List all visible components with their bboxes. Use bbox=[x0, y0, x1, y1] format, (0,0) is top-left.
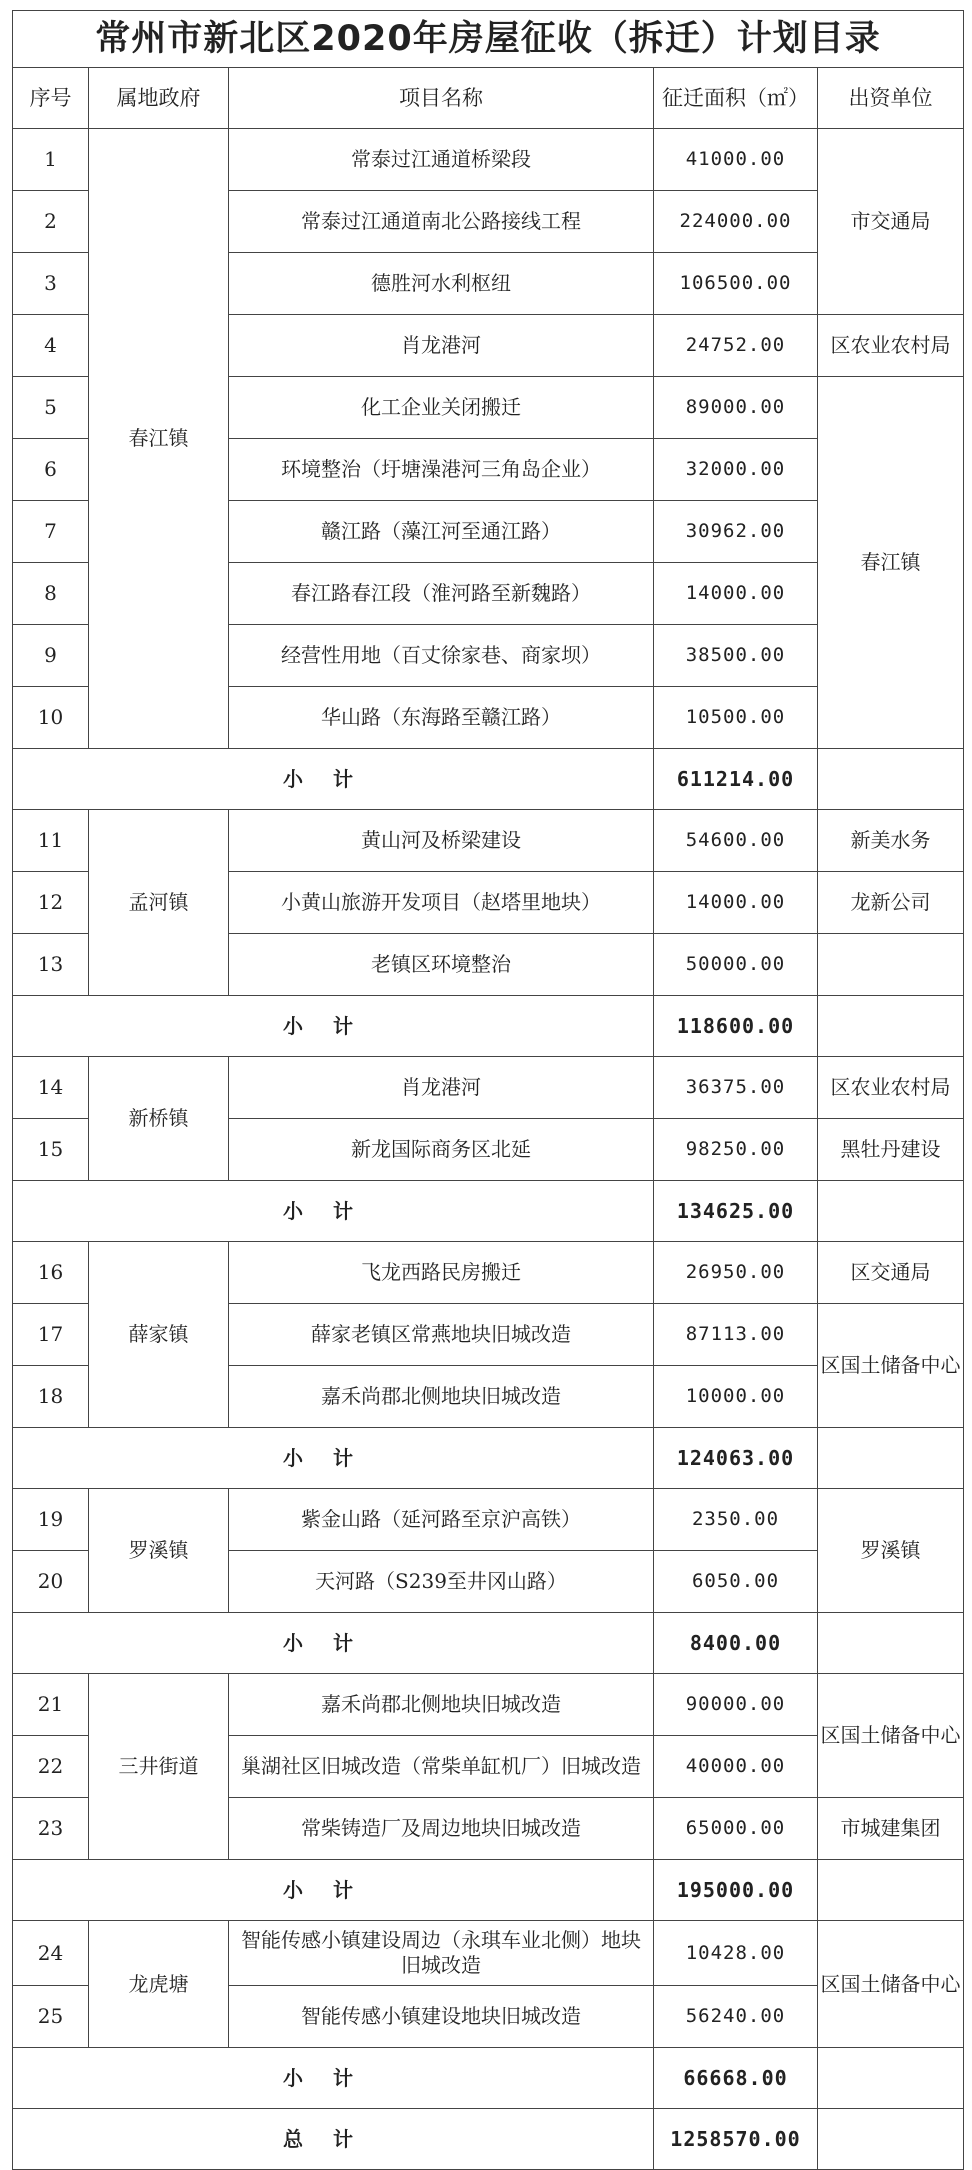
project-name: 智能传感小镇建设周边（永琪车业北侧）地块旧城改造 bbox=[229, 1921, 654, 1986]
area-value: 36375.00 bbox=[654, 1057, 818, 1119]
subtotal-label: 小计 bbox=[13, 1860, 654, 1921]
empty-cell bbox=[818, 1181, 964, 1242]
table-row bbox=[13, 129, 964, 191]
area-value: 56240.00 bbox=[654, 1986, 818, 2048]
subtotal-row bbox=[13, 2048, 964, 2109]
empty-cell bbox=[818, 934, 964, 996]
gov-cell: 龙虎塘 bbox=[89, 1921, 229, 2048]
row-no: 19 bbox=[13, 1489, 89, 1551]
empty-cell bbox=[818, 2048, 964, 2109]
row-no: 20 bbox=[13, 1551, 89, 1613]
area-value: 32000.00 bbox=[654, 439, 818, 501]
area-value: 54600.00 bbox=[654, 810, 818, 872]
empty-cell bbox=[818, 1860, 964, 1921]
header-no: 序号 bbox=[13, 68, 89, 129]
subtotal-value: 134625.00 bbox=[654, 1181, 818, 1242]
total-value: 1258570.00 bbox=[654, 2109, 818, 2170]
subtotal-row bbox=[13, 1428, 964, 1489]
header-funder: 出资单位 bbox=[818, 68, 964, 129]
project-name: 嘉禾尚郡北侧地块旧城改造 bbox=[229, 1674, 654, 1736]
gov-cell: 三井街道 bbox=[89, 1674, 229, 1860]
subtotal-value: 66668.00 bbox=[654, 2048, 818, 2109]
gov-cell: 孟河镇 bbox=[89, 810, 229, 996]
table-row bbox=[13, 1674, 964, 1736]
area-value: 89000.00 bbox=[654, 377, 818, 439]
project-name: 赣江路（藻江河至通江路） bbox=[229, 501, 654, 563]
row-no: 21 bbox=[13, 1674, 89, 1736]
header-row bbox=[13, 68, 964, 129]
header-project: 项目名称 bbox=[229, 68, 654, 129]
project-name: 肖龙港河 bbox=[229, 315, 654, 377]
project-name: 新龙国际商务区北延 bbox=[229, 1119, 654, 1181]
table-row bbox=[13, 1057, 964, 1119]
gov-cell: 新桥镇 bbox=[89, 1057, 229, 1181]
project-name: 飞龙西路民房搬迁 bbox=[229, 1242, 654, 1304]
row-no: 6 bbox=[13, 439, 89, 501]
subtotal-label: 小计 bbox=[13, 1613, 654, 1674]
funder-cell: 区农业农村局 bbox=[818, 315, 964, 377]
row-no: 24 bbox=[13, 1921, 89, 1986]
funder-cell: 区国土储备中心 bbox=[818, 1921, 964, 2048]
row-no: 12 bbox=[13, 872, 89, 934]
plan-table-sheet bbox=[12, 10, 963, 2158]
area-value: 10500.00 bbox=[654, 687, 818, 749]
funder-cell: 罗溪镇 bbox=[818, 1489, 964, 1613]
funder-cell: 新美水务 bbox=[818, 810, 964, 872]
project-name: 智能传感小镇建设地块旧城改造 bbox=[229, 1986, 654, 2048]
area-value: 14000.00 bbox=[654, 872, 818, 934]
total-row bbox=[13, 2109, 964, 2170]
area-value: 90000.00 bbox=[654, 1674, 818, 1736]
empty-cell bbox=[818, 749, 964, 810]
empty-cell bbox=[818, 1613, 964, 1674]
subtotal-value: 8400.00 bbox=[654, 1613, 818, 1674]
area-value: 41000.00 bbox=[654, 129, 818, 191]
area-value: 224000.00 bbox=[654, 191, 818, 253]
project-name: 巢湖社区旧城改造（常柴单缸机厂）旧城改造 bbox=[229, 1736, 654, 1798]
row-no: 11 bbox=[13, 810, 89, 872]
subtotal-value: 195000.00 bbox=[654, 1860, 818, 1921]
subtotal-value: 124063.00 bbox=[654, 1428, 818, 1489]
table-row bbox=[13, 1242, 964, 1304]
header-gov: 属地政府 bbox=[89, 68, 229, 129]
gov-cell: 薛家镇 bbox=[89, 1242, 229, 1428]
subtotal-row bbox=[13, 1860, 964, 1921]
area-value: 38500.00 bbox=[654, 625, 818, 687]
project-name: 薛家老镇区常燕地块旧城改造 bbox=[229, 1304, 654, 1366]
row-no: 13 bbox=[13, 934, 89, 996]
project-name: 常柴铸造厂及周边地块旧城改造 bbox=[229, 1798, 654, 1860]
header-area: 征迁面积（㎡） bbox=[654, 68, 818, 129]
project-name: 德胜河水利枢纽 bbox=[229, 253, 654, 315]
funder-cell: 春江镇 bbox=[818, 377, 964, 749]
row-no: 16 bbox=[13, 1242, 89, 1304]
total-label: 总计 bbox=[13, 2109, 654, 2170]
area-value: 2350.00 bbox=[654, 1489, 818, 1551]
area-value: 98250.00 bbox=[654, 1119, 818, 1181]
area-value: 50000.00 bbox=[654, 934, 818, 996]
subtotal-label: 小计 bbox=[13, 749, 654, 810]
row-no: 15 bbox=[13, 1119, 89, 1181]
area-value: 40000.00 bbox=[654, 1736, 818, 1798]
funder-cell: 黑牡丹建设 bbox=[818, 1119, 964, 1181]
project-name: 肖龙港河 bbox=[229, 1057, 654, 1119]
project-name: 紫金山路（延河路至京沪高铁） bbox=[229, 1489, 654, 1551]
area-value: 6050.00 bbox=[654, 1551, 818, 1613]
area-value: 26950.00 bbox=[654, 1242, 818, 1304]
empty-cell bbox=[818, 1428, 964, 1489]
subtotal-row bbox=[13, 1181, 964, 1242]
row-no: 7 bbox=[13, 501, 89, 563]
empty-cell bbox=[818, 996, 964, 1057]
funder-cell: 区国土储备中心 bbox=[818, 1674, 964, 1798]
project-name: 经营性用地（百丈徐家巷、商家坝） bbox=[229, 625, 654, 687]
project-name: 天河路（S239至井冈山路） bbox=[229, 1551, 654, 1613]
empty-cell bbox=[818, 2109, 964, 2170]
area-value: 10000.00 bbox=[654, 1366, 818, 1428]
area-value: 30962.00 bbox=[654, 501, 818, 563]
row-no: 8 bbox=[13, 563, 89, 625]
row-no: 23 bbox=[13, 1798, 89, 1860]
subtotal-label: 小计 bbox=[13, 2048, 654, 2109]
row-no: 3 bbox=[13, 253, 89, 315]
project-name: 春江路春江段（淮河路至新魏路） bbox=[229, 563, 654, 625]
row-no: 4 bbox=[13, 315, 89, 377]
funder-cell: 区国土储备中心 bbox=[818, 1304, 964, 1428]
table-row bbox=[13, 810, 964, 872]
project-name: 嘉禾尚郡北侧地块旧城改造 bbox=[229, 1366, 654, 1428]
table-row bbox=[13, 1921, 964, 1986]
gov-cell: 罗溪镇 bbox=[89, 1489, 229, 1613]
table-title: 常州市新北区2020年房屋征收（拆迁）计划目录 bbox=[13, 11, 964, 68]
funder-cell: 市交通局 bbox=[818, 129, 964, 315]
funder-cell: 区交通局 bbox=[818, 1242, 964, 1304]
subtotal-row bbox=[13, 749, 964, 810]
funder-cell: 市城建集团 bbox=[818, 1798, 964, 1860]
row-no: 18 bbox=[13, 1366, 89, 1428]
row-no: 5 bbox=[13, 377, 89, 439]
area-value: 10428.00 bbox=[654, 1921, 818, 1986]
row-no: 10 bbox=[13, 687, 89, 749]
funder-cell: 龙新公司 bbox=[818, 872, 964, 934]
gov-cell: 春江镇 bbox=[89, 129, 229, 749]
row-no: 9 bbox=[13, 625, 89, 687]
project-name: 常泰过江通道桥梁段 bbox=[229, 129, 654, 191]
project-name: 小黄山旅游开发项目（赵塔里地块） bbox=[229, 872, 654, 934]
subtotal-row bbox=[13, 1613, 964, 1674]
project-name: 黄山河及桥梁建设 bbox=[229, 810, 654, 872]
table-row bbox=[13, 1489, 964, 1551]
row-no: 22 bbox=[13, 1736, 89, 1798]
row-no: 25 bbox=[13, 1986, 89, 2048]
subtotal-label: 小计 bbox=[13, 996, 654, 1057]
subtotal-row bbox=[13, 996, 964, 1057]
funder-cell: 区农业农村局 bbox=[818, 1057, 964, 1119]
area-value: 87113.00 bbox=[654, 1304, 818, 1366]
project-name: 华山路（东海路至赣江路） bbox=[229, 687, 654, 749]
expropriation-plan-table bbox=[12, 10, 964, 2170]
subtotal-value: 118600.00 bbox=[654, 996, 818, 1057]
area-value: 106500.00 bbox=[654, 253, 818, 315]
row-no: 17 bbox=[13, 1304, 89, 1366]
subtotal-label: 小计 bbox=[13, 1428, 654, 1489]
area-value: 14000.00 bbox=[654, 563, 818, 625]
project-name: 常泰过江通道南北公路接线工程 bbox=[229, 191, 654, 253]
project-name: 环境整治（圩塘澡港河三角岛企业） bbox=[229, 439, 654, 501]
subtotal-value: 611214.00 bbox=[654, 749, 818, 810]
area-value: 24752.00 bbox=[654, 315, 818, 377]
subtotal-label: 小计 bbox=[13, 1181, 654, 1242]
row-no: 14 bbox=[13, 1057, 89, 1119]
project-name: 化工企业关闭搬迁 bbox=[229, 377, 654, 439]
row-no: 2 bbox=[13, 191, 89, 253]
row-no: 1 bbox=[13, 129, 89, 191]
area-value: 65000.00 bbox=[654, 1798, 818, 1860]
project-name: 老镇区环境整治 bbox=[229, 934, 654, 996]
